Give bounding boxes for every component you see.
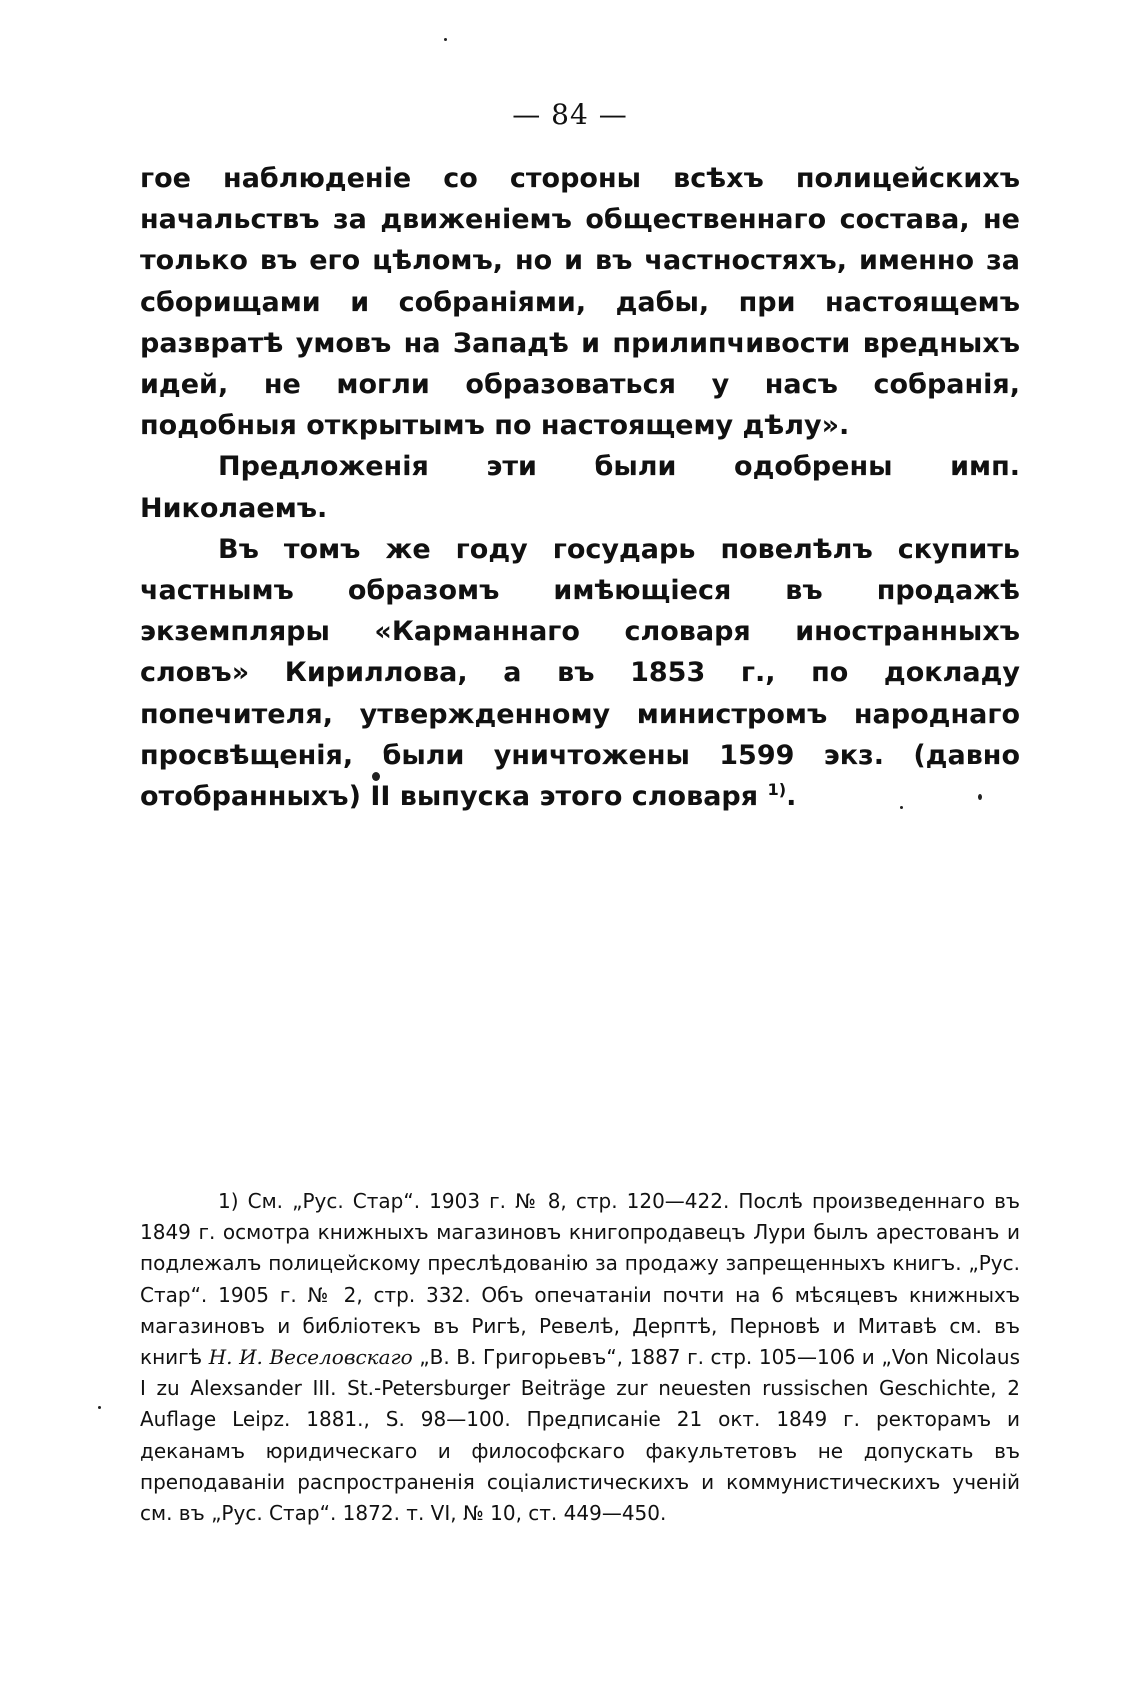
- paragraph-dictionary-text: Въ томъ же году государь повелѣлъ скупить частнымъ образомъ имѣющіеся въ продажѣ экземпляры «Карманнаго словаря иностранныхъ словъ» Кириллова, а въ 1853 г., по докладу попечителя, утвержденному министромъ народнаго просвѣщенія, были уничтожены 1599 экз. (давно отобранныхъ) II выпуска этого словаря: [140, 533, 1020, 813]
- paragraph-continuation: гое наблюденіе со стороны всѣхъ полицейскихъ начальствъ за движеніемъ общественнаго состава, не только въ его цѣломъ, но и въ частностяхъ, именно за сборищами и собраніями, дабы, при настоящемъ развратѣ умовъ на Западѣ и прилипчивости вредныхъ идей, не могли образоваться у насъ собранія, подобныя открытымъ по настоящему дѣлу».: [140, 163, 1020, 442]
- scan-speck: [372, 772, 380, 781]
- paragraph-approval: Предложенія эти были одобрены имп. Николаемъ.: [140, 451, 1020, 524]
- paragraph-dictionary: Въ томъ же году государь повелѣлъ скупить частнымъ образомъ имѣющіеся въ продажѣ экземпляры «Карманнаго словаря иностранныхъ словъ» Кириллова, а въ 1853 г., по докладу попечителя, утвержденному министромъ народнаго просвѣщенія, были уничтожены 1599 экз. (давно отобранныхъ) II выпуска этого словаря $^{1)}$.: [140, 533, 1020, 813]
- footnote-reference: 1): [767, 780, 787, 800]
- footnote-author: Н. И. Веселовскаго: [208, 1345, 413, 1370]
- scan-speck: [98, 1406, 101, 1409]
- scan-speck: [444, 38, 447, 41]
- main-text: [140, 158, 1020, 817]
- scan-speck: [978, 794, 982, 800]
- footnote-body-part2: „В. В. Григорьевъ“, 1887 г. стр. 105—106 и „Von Nicolaus I zu Alexsander III. St.-Petersburger Beiträge zur neuesten russischen Geschichte, 2 Auflage Leipz. 1881., S. 98—100. Предписаніе 21 окт. 1849 г. ректорамъ и деканамъ юридическаго и философскаго факультетовъ не допускать въ преподаваніи распространенія соціалистическихъ и коммунистическихъ ученій см. въ „Рус. Стар“. 1872. т. VI, № 10, ст. 449—450.: [140, 1345, 1021, 1526]
- footnote-body-part1: См. „Рус. Стар“. 1903 г. № 8, стр. 120—422. Послѣ произведеннаго въ 1849 г. осмотра книжныхъ магазиновъ книгопродавецъ Лури былъ арестованъ и подлежалъ полицейскому преслѣдованію за продажу запрещенныхъ книгъ. „Рус. Стар“. 1905 г. № 2, стр. 332. Объ опечатаніи почти на 6 мѣсяцевъ книжныхъ магазиновъ и библіотекъ въ Ригѣ, Ревелѣ, Дерптѣ, Перновѣ и Митавѣ см. въ книгѣ: [140, 1189, 1021, 1370]
- footnote-marker: 1): [218, 1189, 239, 1213]
- page-number: — 84 —: [512, 98, 628, 131]
- footnote: [140, 1186, 1020, 1529]
- footnote-text: [140, 1186, 1020, 1529]
- scan-speck: [900, 806, 903, 809]
